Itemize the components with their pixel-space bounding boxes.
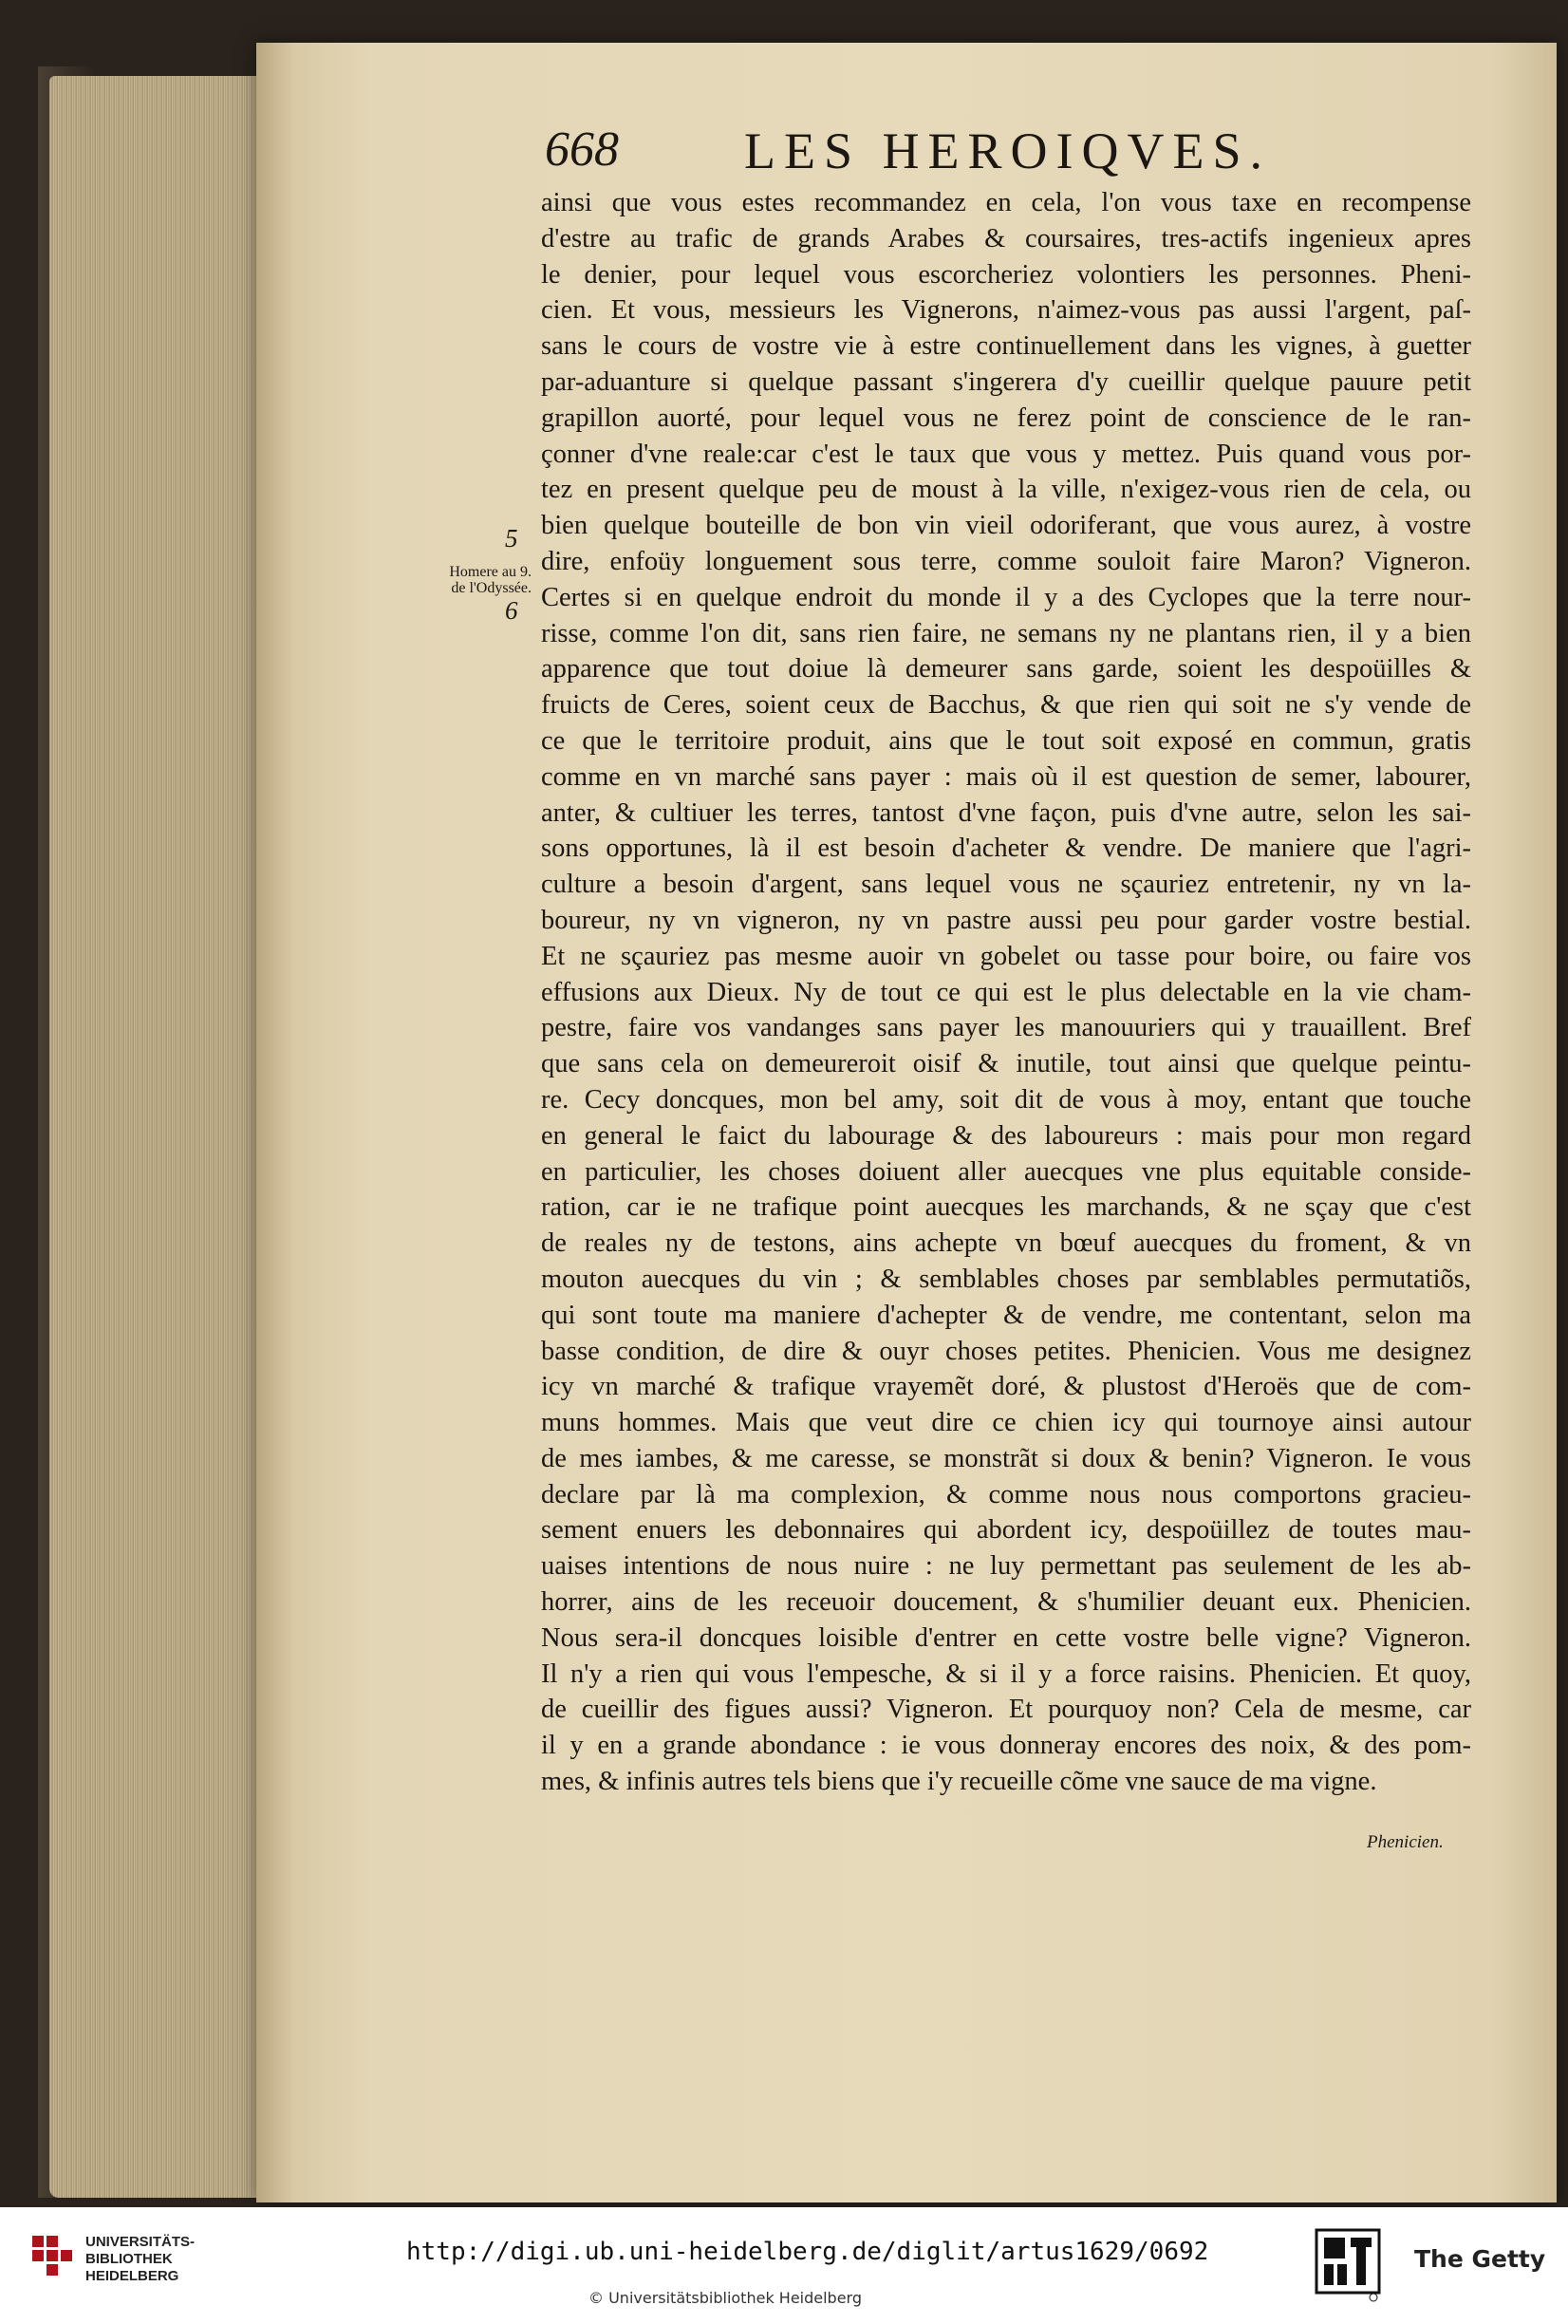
text-line: Nous sera-il doncques loisible d'entrer en cette vostre belle vigne? Vigneron. <box>541 1622 1471 1653</box>
text-line: icy vn marché & trafique vrayemẽt doré, & plustost d'Heroës que de com- <box>541 1372 1471 1402</box>
partner-name: The Getty <box>1414 2245 1546 2273</box>
text-line: ration, car ie ne trafique point auecques les marchands, & ne sçay que c'est <box>541 1192 1471 1223</box>
library-name-line: UNIVERSITÄTS- <box>85 2234 196 2250</box>
text-line: uaises intentions de nous nuire : ne luy permettant pas seulement de les ab- <box>541 1551 1471 1582</box>
text-line: que sans cela on demeureroit oisif & inutile, tout ainsi que quelque peintu- <box>541 1049 1471 1079</box>
page-number: 668 <box>545 122 619 177</box>
text-line: il y en a grande abondance : ie vous donneray encores des noix, & des pom- <box>541 1731 1471 1761</box>
text-line: horrer, ains de les receuoir doucement, & s'humilier deuant eux. Phenicien. <box>541 1587 1471 1618</box>
text-line: basse condition, de dire & ouyr choses petites. Phenicien. Vous me designez <box>541 1336 1471 1366</box>
text-line: de reales ny de testons, ains achepte vn bœuf auecques du froment, & vn <box>541 1228 1471 1259</box>
university-library-logo-icon <box>30 2232 74 2287</box>
text-line: declare par là ma complexion, & comme nous nous comportons gracieu- <box>541 1479 1471 1509</box>
text-line: d'estre au trafic de grands Arabes & coursaires, tres-actifs ingenieux apres <box>541 223 1471 253</box>
book-page-edges <box>49 76 268 2198</box>
text-line: mes, & infinis autres tels biens que i'y recueille cõme vne sauce de ma vigne. <box>541 1767 1377 1797</box>
text-line: çonner d'vne reale:car c'est le taux que vous y mettez. Puis quand vous por- <box>541 439 1471 469</box>
text-line: sement enuers les debonnaires qui abordent icy, despoüillez de toutes mau- <box>541 1515 1471 1546</box>
viewer-footer <box>0 2207 1568 2324</box>
text-line: fruicts de Ceres, soient ceux de Bacchus, & que rien qui soit ne s'y vende de <box>541 690 1471 721</box>
text-line: de cueillir des figues aussi? Vigneron. Et pourquoy non? Cela de mesme, car <box>541 1695 1471 1725</box>
library-name-line: BIBLIOTHEK <box>85 2251 173 2267</box>
catchword: Phenicien. <box>1367 1832 1444 1852</box>
text-line: Il n'y a rien qui vous l'empesche, & si il y a force raisins. Phenicien. Et quoy, <box>541 1659 1471 1689</box>
text-line: Certes si en quelque endroit du monde il y a des Cyclopes que la terre nour- <box>541 582 1471 612</box>
copyright-notice: © Universitätsbibliothek Heidelberg <box>588 2289 863 2307</box>
text-line: apparence que tout doiue là demeurer sans garde, soient les despoüilles & <box>541 654 1471 684</box>
text-line: risse, comme l'on dit, sans rien faire, ne semans ny ne plantans rien, il y a bien <box>541 618 1471 648</box>
library-name-line: HEIDELBERG <box>85 2268 179 2284</box>
text-line: tez en present quelque peu de moust à la ville, n'exigez-vous rien de cela, ou <box>541 475 1471 505</box>
text-line: ce que le territoire produit, ains que le tout soit exposé en commun, gratis <box>541 725 1471 756</box>
permalink-url[interactable]: http://digi.ub.uni-heidelberg.de/diglit/artus1629/0692 <box>406 2238 1209 2266</box>
margin-note <box>429 564 532 596</box>
text-line: sans le cours de vostre vie à estre continuellement dans les vignes, à guetter <box>541 331 1471 362</box>
text-line: culture a besoin d'argent, sans lequel vous ne sçauriez entretenir, ny vn la- <box>541 870 1471 900</box>
library-name <box>85 2234 195 2285</box>
margin-note-line: de l'Odyssée. <box>451 580 532 596</box>
text-line: cien. Et vous, messieurs les Vignerons, n'aimez-vous pas aussi l'argent, paſ- <box>541 295 1471 326</box>
text-line: re. Cecy doncques, mon bel amy, soit dit de vous à moy, entant que touche <box>541 1084 1471 1115</box>
text-line: comme en vn marché sans payer : mais où il est question de semer, labourer, <box>541 761 1471 792</box>
text-line: effusions aux Dieux. Ny de tout ce qui est le plus delectable en la vie cham- <box>541 977 1471 1007</box>
text-line: anter, & cultiuer les terres, tantost d'vne façon, puis d'vne autre, selon les sai- <box>541 797 1471 828</box>
text-line: le denier, pour lequel vous escorcheriez volontiers les personnes. Pheni- <box>541 259 1471 290</box>
text-line: sons opportunes, là il est besoin d'acheter & vendre. De maniere que l'agri- <box>541 834 1471 864</box>
body-text <box>541 185 1471 1800</box>
page-header <box>545 122 1304 188</box>
getty-logo-icon <box>1315 2228 1381 2302</box>
text-line: de mes iambes, & me caresse, se monstrãt si doux & benin? Vigneron. Ie vous <box>541 1443 1471 1473</box>
text-line: muns hommes. Mais que veut dire ce chien icy qui tournoye ainsi autour <box>541 1408 1471 1438</box>
text-line: pestre, faire vos vandanges sans payer les manouuriers qui y trauaillent. Bref <box>541 1013 1471 1043</box>
text-line: boureur, ny vn vigneron, ny vn pastre aussi peu pour garder vostre bestial. <box>541 905 1471 935</box>
text-line: ainsi que vous estes recommandez en cela, l'on vous taxe en recompense <box>541 188 1471 217</box>
text-line: en particulier, les choses doiuent aller auecques vne plus equitable conside- <box>541 1156 1471 1187</box>
text-line: bien quelque bouteille de bon vin vieil odoriferant, que vous aurez, à vostre <box>541 511 1471 541</box>
text-line: Et ne sçauriez pas mesme auoir vn gobelet ou tasse pour boire, ou faire vos <box>541 941 1471 971</box>
text-line: mouton auecques du vin ; & semblables choses par semblables permutatiõs, <box>541 1264 1471 1294</box>
margin-number-6: 6 <box>505 596 518 625</box>
margin-number-5: 5 <box>505 524 518 553</box>
text-line: dire, enfoüy longuement sous terre, comme souloit faire Maron? Vigneron. <box>541 546 1471 576</box>
margin-note-line: Homere au 9. <box>449 564 532 580</box>
text-line: qui sont toute ma maniere d'achepter & de vendre, me contentant, selon ma <box>541 1300 1471 1330</box>
running-title: LES HEROIQVES. <box>744 122 1271 179</box>
text-line: par-aduanture si quelque passant s'ingerera d'y cueillir quelque pauure petit <box>541 366 1471 397</box>
text-line: grapillon auorté, pour lequel vous ne ferez point de conscience de le ran- <box>541 403 1471 433</box>
text-line: en general le faict du labourage & des laboureurs : mais pour mon regard <box>541 1120 1471 1151</box>
